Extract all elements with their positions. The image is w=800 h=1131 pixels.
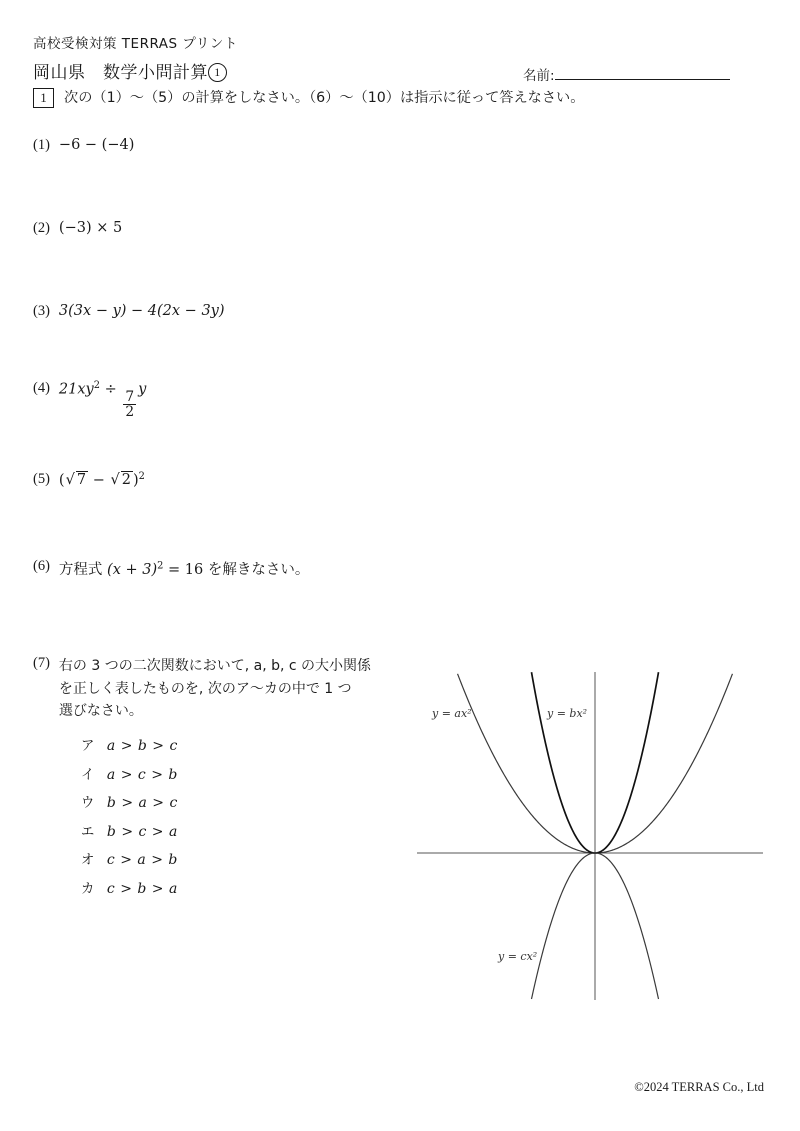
problem-4-label: (4) (33, 380, 50, 396)
problem-4-fraction (123, 390, 136, 420)
choice-value: a > b > c (106, 738, 178, 755)
problem-3 (33, 303, 225, 320)
problem-5-operator: − (92, 472, 105, 489)
name-input-rule[interactable] (555, 65, 730, 80)
problem-5-expression: (√ 7 − √ 2 )$^2$ (58, 471, 145, 489)
problem-1 (33, 137, 134, 154)
curve-c-label: y = cx² (498, 950, 538, 963)
problem-6-equation: (x + 3) (107, 562, 158, 578)
problem-2-expression: (−3) × 5 (58, 220, 123, 236)
choice-option[interactable] (81, 763, 371, 783)
choice-option[interactable] (81, 877, 371, 897)
choice-key: オ (80, 852, 95, 869)
page-title (33, 58, 227, 83)
problem-6-exponent: 2 (157, 560, 164, 572)
parabola-graph-svg (410, 655, 775, 1015)
parabola-graph (410, 655, 775, 1015)
choice-value: c > a > b (106, 852, 178, 869)
problem-6-prefix: 方程式 (58, 562, 103, 578)
problem-5-exponent: 2 (138, 471, 145, 482)
name-label: 名前: (523, 68, 555, 84)
footer-copyright: ©2024 TERRAS Co., Ltd (634, 1080, 764, 1094)
choice-option[interactable] (81, 734, 371, 754)
problem-3-expression: 3(3x − y) − 4(2x − 3y) (58, 303, 225, 319)
choice-key: ウ (80, 795, 95, 812)
choice-key: カ (80, 880, 95, 897)
question-instruction: 次の（1）〜（5）の計算をしなさい。（6）〜（10）は指示に従って答えなさい。 (64, 90, 585, 106)
choice-value: b > c > a (106, 823, 178, 840)
problem-7-statement (59, 655, 371, 723)
curve-b-label: y = bx² (547, 707, 588, 720)
choice-option[interactable] (81, 791, 371, 811)
problem-6-suffix: を解きなさい。 (207, 562, 310, 578)
title-circle-number: 1 (208, 63, 227, 82)
problem-6 (33, 558, 309, 579)
problem-4-operator: ÷ (104, 381, 117, 398)
problem-3-label: (3) (33, 303, 50, 319)
problem-7-line-3: 選びなさい。 (58, 703, 143, 720)
problem-4 (33, 380, 146, 420)
problem-2-label: (2) (33, 220, 50, 236)
fraction-denominator: 2 (125, 404, 135, 421)
choice-value: c > b > a (106, 880, 178, 897)
series-label: 高校受検対策 TERRAS プリント (33, 36, 238, 52)
problem-7-label: (7) (33, 655, 50, 671)
problem-5 (33, 471, 145, 488)
problem-7-choices (81, 734, 371, 897)
problem-6-equation-rest: = 16 (168, 562, 204, 578)
problem-4-exponent: 2 (93, 380, 101, 391)
problem-4-expression (59, 380, 146, 420)
sqrt-icon-2: √ 2 (110, 472, 131, 489)
question-number-box: 1 (33, 88, 54, 108)
choice-value: b > a > c (106, 795, 178, 812)
problem-7 (33, 655, 413, 905)
sqrt-icon-1: √ 7 (65, 472, 87, 489)
problem-7-content (59, 655, 371, 905)
curve-a-label: y = ax² (432, 707, 472, 720)
problem-4-term: 21xy (58, 381, 94, 398)
choice-key: ア (80, 738, 95, 755)
page-title-text: 岡山県 数学小問計算 (33, 63, 208, 83)
problem-1-expression: −6 − (−4) (58, 137, 135, 153)
problem-5-radicand-2: 2 (121, 472, 131, 489)
problem-6-label: (6) (33, 558, 50, 574)
problem-7-line-1: 右の 3 つの二次関数において, a, b, c の大小関係 (58, 658, 372, 674)
choice-key: エ (80, 823, 95, 840)
choice-option[interactable] (81, 820, 371, 840)
problem-5-radicand-1: 7 (76, 472, 87, 489)
problem-1-label: (1) (33, 137, 50, 153)
choice-option[interactable] (81, 848, 371, 868)
question-block-1 (33, 88, 584, 109)
problem-7-line-2: を正しく表したものを, 次のア〜カの中で 1 つ (58, 680, 352, 697)
choice-key: イ (80, 766, 95, 783)
problem-6-expression (59, 558, 309, 579)
fraction-numerator: 7 (125, 388, 135, 405)
problem-2 (33, 220, 122, 237)
name-field[interactable] (523, 64, 730, 84)
problem-5-label: (5) (33, 471, 50, 487)
problem-4-suffix: y (138, 381, 147, 398)
choice-value: a > c > b (106, 766, 178, 783)
